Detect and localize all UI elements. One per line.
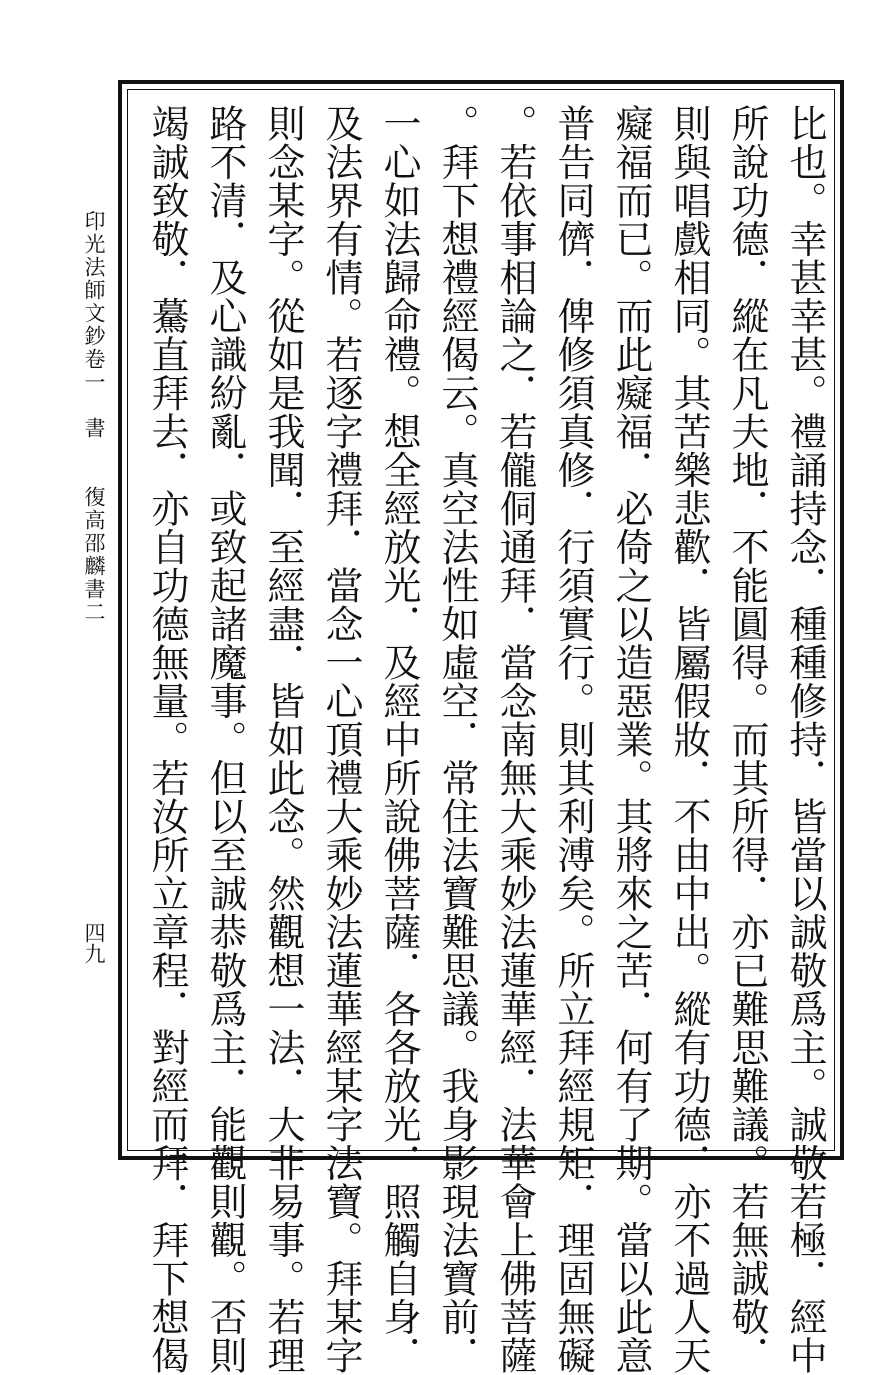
text-column: 比也。幸甚幸甚。禮誦持念．種種修持．皆當以誠敬爲主。誠敬若極．經中 [783,104,827,1375]
text-column: 普告同儕．俾修須真修．行須實行。則其利溥矣。所立拜經規矩．理固無礙 [551,104,595,1375]
text-column: 則與唱戲相同。其苦樂悲歡．皆屬假妝．不由中出。縱有功德．亦不過人天 [667,104,711,1375]
text-column: 竭誠致敬．驀直拜去．亦自功德無量。若汝所立章程．對經而拜．拜下想偈 [145,104,189,1375]
body-text [138,104,828,1375]
text-column: 路不清．及心識紛亂．或致起諸魔事。但以至誠恭敬爲主．能觀則觀。否則 [203,104,247,1375]
text-column: 則念某字。從如是我聞．至經盡．皆如此念。然觀想一法．大非易事。若理 [261,104,305,1375]
text-column: 癡福而已。而此癡福．必倚之以造惡業。其將來之苦．何有了期。當以此意 [609,104,653,1375]
running-title: 印光法師文鈔卷一 書 復高邵麟書二 [82,210,106,624]
text-column: 一心如法歸命禮。想全經放光．及經中所說佛菩薩．各各放光．照觸自身． [377,104,421,1375]
page-number: 四九 [82,922,106,964]
text-column: 。若依事相論之．若儱侗通拜．當念南無大乘妙法蓮華經．法華會上佛菩薩 [493,104,537,1375]
text-column: 。拜下想禮經偈云。真空法性如虛空．常住法寶難思議。我身影現法寶前． [435,104,479,1375]
side-gutter [80,210,108,1210]
text-column: 所說功德．縱在凡夫地．不能圓得。而其所得．亦已難思難議。若無誠敬． [725,104,769,1375]
text-column: 及法界有情。若逐字禮拜．當念一心頂禮大乘妙法蓮華經某字法寶。拜某字 [319,104,363,1375]
